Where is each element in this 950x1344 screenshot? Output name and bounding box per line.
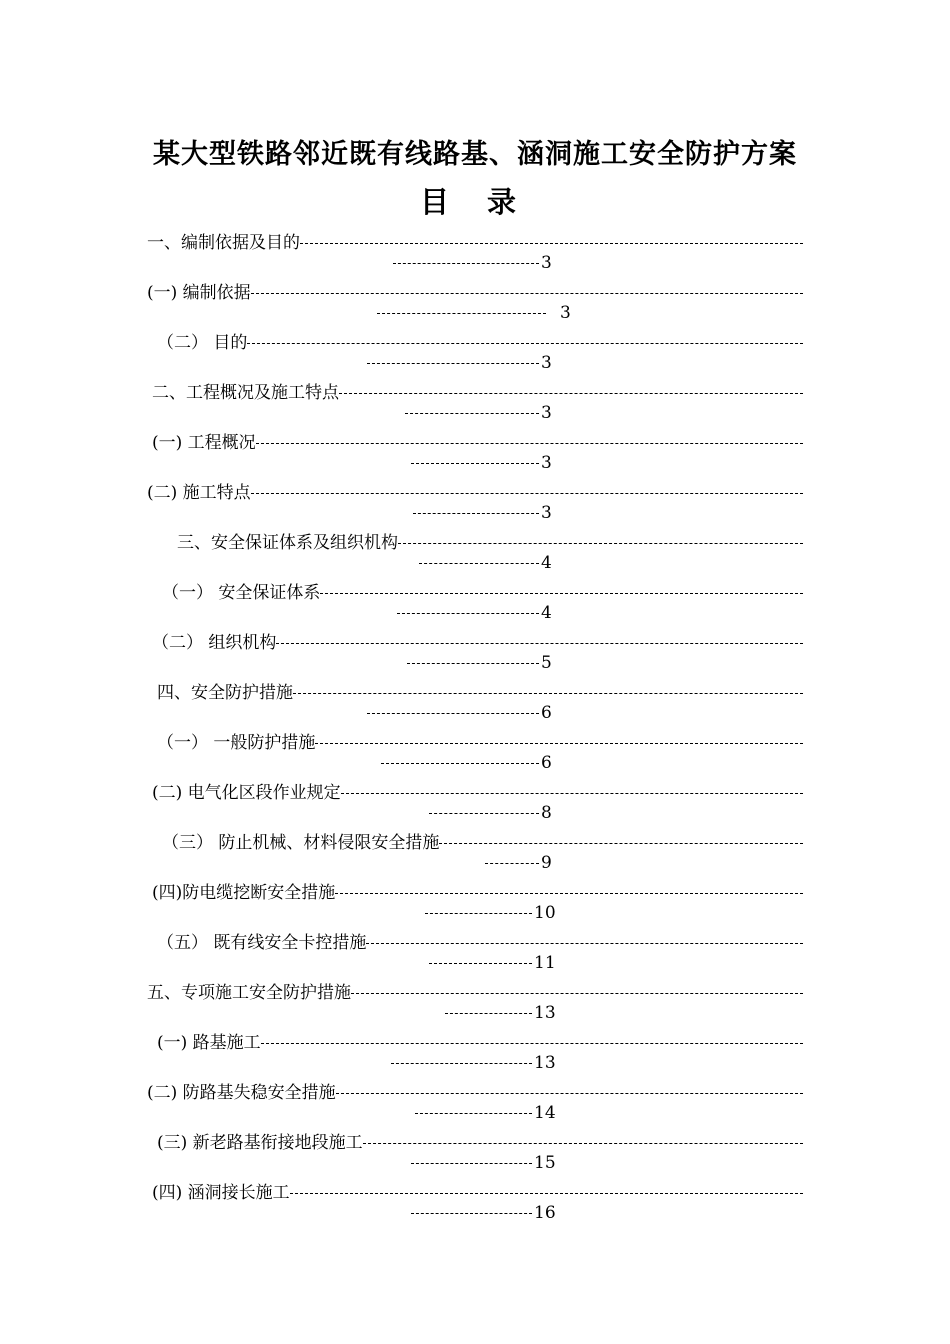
toc-entry-page-number: 10 xyxy=(534,903,556,923)
leader-dots xyxy=(320,593,803,594)
toc-entry-label: 二、工程概况及施工特点 xyxy=(152,383,339,403)
leader-dots xyxy=(315,743,803,744)
toc-entry-label: 三、安全保证体系及组织机构 xyxy=(177,533,398,553)
toc-entry-label: 五、专项施工安全防护措施 xyxy=(147,983,351,1003)
toc-entry-label: (一) 工程概况 xyxy=(152,433,256,453)
leader-dots xyxy=(411,1213,532,1214)
toc-entry-page-number: 13 xyxy=(534,1003,556,1023)
toc-entry-label: （二） 目的 xyxy=(157,333,248,353)
toc-entry-label: （五） 既有线安全卡控措施 xyxy=(157,933,367,953)
toc-entry-label: (三) 新老路基衔接地段施工 xyxy=(157,1133,363,1153)
leader-dots xyxy=(397,613,539,614)
toc-entry-page-number: 15 xyxy=(534,1153,556,1173)
leader-dots xyxy=(363,1143,803,1144)
leader-dots xyxy=(336,1093,803,1094)
leader-dots xyxy=(251,493,803,494)
toc-entry-page-number: 6 xyxy=(541,703,552,723)
leader-dots xyxy=(429,813,539,814)
toc-entry-label: （三） 防止机械、材料侵限安全措施 xyxy=(162,833,440,853)
leader-dots xyxy=(413,513,539,514)
toc-entry-page-number: 3 xyxy=(541,253,552,273)
leader-dots xyxy=(393,263,539,264)
toc-entry-label: （一） 安全保证体系 xyxy=(162,583,321,603)
toc-entry-page-number: 3 xyxy=(541,403,552,423)
leader-dots xyxy=(290,1193,803,1194)
leader-dots xyxy=(439,843,803,844)
toc-entry-page-number: 14 xyxy=(534,1103,556,1123)
leader-dots xyxy=(411,1163,532,1164)
leader-dots xyxy=(405,413,539,414)
toc-entry-label: (四)防电缆挖断安全措施 xyxy=(152,883,336,903)
leader-dots xyxy=(398,543,803,544)
leader-dots xyxy=(339,393,803,394)
leader-dots xyxy=(407,663,539,664)
toc-entry-label: (二) 施工特点 xyxy=(147,483,251,503)
toc-entry-page-number: 4 xyxy=(541,603,552,623)
toc-entry-label: (一) 路基施工 xyxy=(157,1033,261,1053)
toc-entry-page-number: 8 xyxy=(541,803,552,823)
leader-dots xyxy=(293,693,803,694)
leader-dots xyxy=(415,1113,532,1114)
toc-entry-label: (一) 编制依据 xyxy=(147,283,251,303)
leader-dots xyxy=(366,943,803,944)
toc-heading: 目 录 xyxy=(419,185,531,219)
toc-entry-page-number: 11 xyxy=(534,953,556,973)
leader-dots xyxy=(445,1013,532,1014)
leader-dots xyxy=(411,463,539,464)
leader-dots xyxy=(425,913,532,914)
toc-entry-label: 一、编制依据及目的 xyxy=(147,233,300,253)
leader-dots xyxy=(341,793,803,794)
leader-dots xyxy=(300,243,803,244)
leader-dots xyxy=(381,763,539,764)
toc-entry-page-number: 4 xyxy=(541,553,552,573)
toc-entry-page-number: 9 xyxy=(541,853,552,873)
toc-entry-page-number: 3 xyxy=(541,503,552,523)
toc-entry-page-number: 16 xyxy=(534,1203,556,1223)
leader-dots xyxy=(256,443,803,444)
leader-dots xyxy=(367,363,539,364)
toc-entry-label: (二) 电气化区段作业规定 xyxy=(152,783,341,803)
leader-dots xyxy=(351,993,803,994)
document-title: 某大型铁路邻近既有线路基、涵洞施工安全防护方案 xyxy=(153,139,797,170)
leader-dots xyxy=(485,863,539,864)
toc-entry-label: 四、安全防护措施 xyxy=(157,683,293,703)
toc-entry-label: (四) 涵洞接长施工 xyxy=(152,1183,290,1203)
toc-entry-page-number: 6 xyxy=(541,753,552,773)
toc-entry-label: （二） 组织机构 xyxy=(152,633,277,653)
toc-entry-label: (二) 防路基失稳安全措施 xyxy=(147,1083,336,1103)
toc-entry-page-number: 3 xyxy=(560,303,571,323)
leader-dots xyxy=(276,643,803,644)
toc-entry-page-number: 3 xyxy=(541,353,552,373)
leader-dots xyxy=(391,1063,532,1064)
toc-entry-page-number: 3 xyxy=(541,453,552,473)
leader-dots xyxy=(247,343,803,344)
leader-dots xyxy=(377,313,546,314)
toc-entry-page-number: 5 xyxy=(541,653,552,673)
leader-dots xyxy=(419,563,539,564)
leader-dots xyxy=(251,293,803,294)
leader-dots xyxy=(335,893,803,894)
toc-entry-label: （一） 一般防护措施 xyxy=(157,733,316,753)
toc-entry-page-number: 13 xyxy=(534,1053,556,1073)
leader-dots xyxy=(429,963,532,964)
leader-dots xyxy=(261,1043,803,1044)
leader-dots xyxy=(367,713,539,714)
